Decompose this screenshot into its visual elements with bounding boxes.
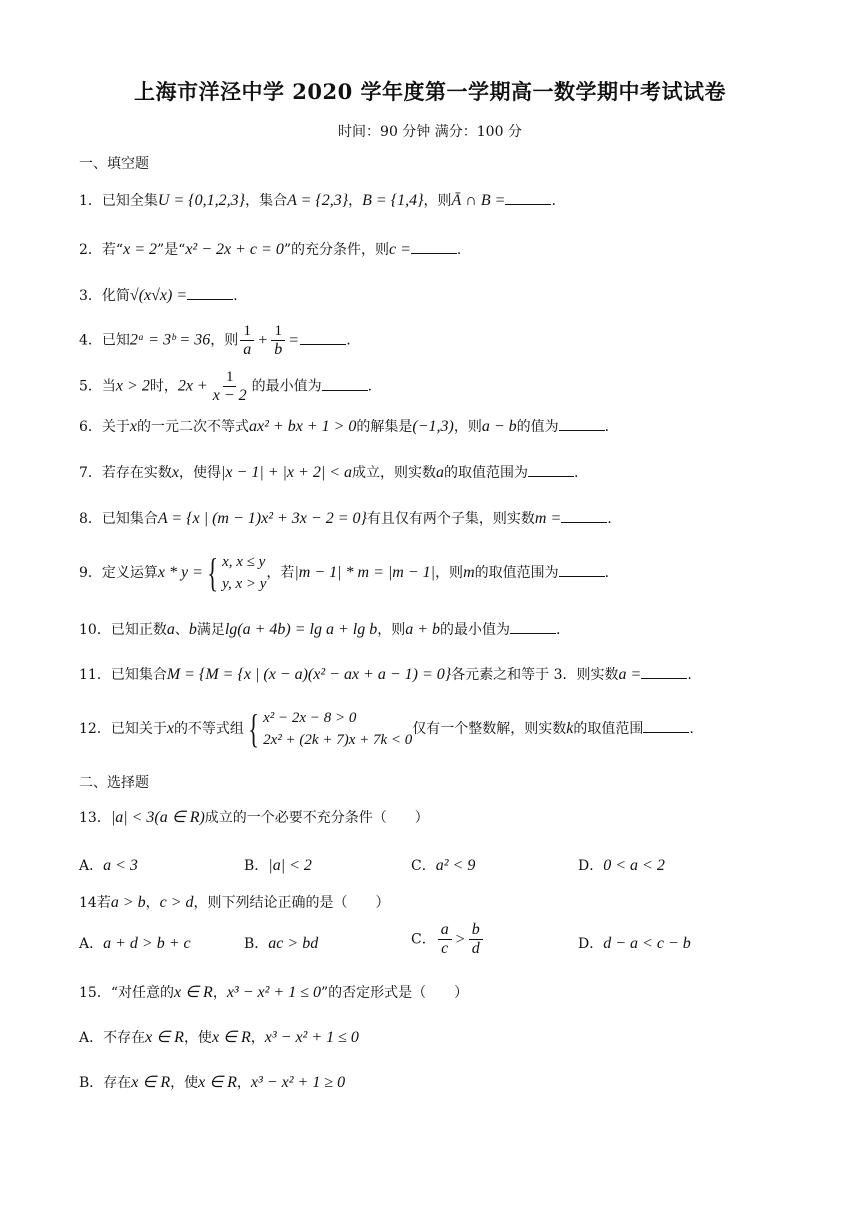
q14-option-b-label: B．	[244, 936, 269, 952]
q1-expression: Ā ∩ B =	[451, 192, 506, 209]
q14-option-b[interactable]	[244, 933, 318, 953]
question-8	[79, 508, 612, 529]
q2-variable: c =	[389, 241, 411, 258]
q15-option-a-label: A．不存在	[79, 1030, 146, 1046]
q9-var-m: m	[463, 564, 475, 581]
q6-text-2: 的一元二次不等式	[137, 419, 250, 435]
q15-option-b-label: B．存在	[79, 1075, 132, 1091]
q6-interval: (−1,3)	[412, 418, 454, 435]
q6-text: 关于	[101, 419, 130, 435]
q14-option-a-label: A．	[79, 936, 104, 952]
q12-text-2: 的不等式组	[173, 721, 244, 737]
q7-end: .	[574, 465, 579, 481]
q10-expression: a + b	[405, 621, 441, 638]
q12-answer-blank[interactable]	[643, 718, 689, 733]
question-6	[79, 416, 609, 437]
q5-fraction-den: x − 2	[212, 387, 247, 404]
q1-text: 已知全集	[101, 193, 158, 209]
q3-answer-blank[interactable]	[187, 285, 233, 300]
q14-option-d-label: D．	[578, 936, 604, 952]
section-fill-in: 一、填空题	[79, 156, 149, 172]
q6-text-3: 的解集是	[356, 419, 413, 435]
q2-condition: x = 2	[123, 241, 157, 258]
q12-end: .	[689, 721, 694, 737]
q14-c-greater: >	[455, 930, 465, 948]
q8-number: 8．	[79, 511, 102, 527]
q15-option-a[interactable]	[79, 1027, 359, 1047]
q14-c-frac-1-den: c	[441, 940, 449, 957]
q1-text-3: ，	[348, 193, 363, 209]
question-4	[79, 322, 351, 359]
q15-option-b[interactable]	[79, 1072, 345, 1092]
q6-end: .	[604, 419, 610, 435]
q9-text-2: ，若	[266, 565, 295, 581]
q14-c-frac-2-den: d	[471, 940, 480, 957]
q15-option-a-domain-2: x ∈ R	[211, 1029, 251, 1046]
q4-plus: +	[258, 331, 268, 349]
q15-text-3: ”的否定形式是（ ）	[320, 985, 469, 1001]
q13-option-c-value: a² < 9	[435, 857, 476, 874]
q9-case-1: x, x ≤ y	[222, 554, 266, 570]
q14-option-c[interactable]	[411, 921, 485, 958]
q3-number: 3．	[79, 288, 102, 304]
q14-option-c-label: C．	[411, 931, 436, 948]
q10-equation: lg(a + 4b) = lg a + lg b	[224, 621, 378, 638]
q1-set-b: B = {1,4}	[362, 192, 424, 209]
question-9	[79, 551, 609, 595]
q15-option-a-domain-1: x ∈ R	[145, 1029, 184, 1046]
q14-option-d[interactable]	[578, 933, 691, 953]
q13-option-d-label: D．	[578, 858, 604, 874]
q9-case-2: y, x > y	[222, 576, 267, 592]
q4-text: 已知	[101, 332, 130, 349]
q4-answer-blank[interactable]	[300, 330, 346, 345]
q12-case-2: 2x² + (2k + 7)x + 7k < 0	[263, 732, 413, 748]
q4-fraction-1-num: 1	[240, 322, 254, 341]
q1-end: .	[551, 193, 556, 209]
q11-set-definition: M = {M = {x | (x − a)(x² − ax + a − 1) = 0}	[166, 666, 452, 683]
q12-var-k: k	[566, 720, 574, 737]
q11-text: 已知集合	[110, 667, 167, 683]
q5-answer-blank[interactable]	[322, 376, 368, 391]
q15-option-b-text: ，使	[170, 1075, 199, 1091]
q13-option-a-value: a < 3	[103, 857, 138, 874]
q5-text: 当	[101, 378, 116, 395]
q14-option-c-frac-1	[438, 921, 452, 958]
q13-text: 成立的一个必要不充分条件（ ）	[204, 810, 429, 826]
q8-variable: m =	[534, 510, 562, 527]
q10-number: 10．	[79, 622, 111, 638]
q9-number: 9．	[79, 565, 102, 581]
q6-inequality: ax² + bx + 1 > 0	[249, 418, 357, 435]
q9-operation: x * y =	[157, 564, 203, 581]
q11-variable: a =	[618, 666, 642, 683]
q11-number: 11．	[79, 667, 111, 683]
q6-number: 6．	[79, 419, 102, 435]
q7-text-4: 的取值范围为	[444, 465, 529, 481]
question-10	[79, 619, 560, 640]
q13-option-d[interactable]	[578, 855, 665, 875]
q2-end: .	[456, 242, 462, 258]
q2-number: 2．	[79, 242, 102, 258]
q7-text-2: ，使得	[179, 465, 222, 481]
q14-text: 若	[96, 895, 111, 911]
q10-var-a: a	[166, 621, 175, 638]
q13-option-c-label: C．	[411, 858, 436, 874]
question-7	[79, 462, 578, 483]
q15-option-b-domain-1: x ∈ R	[131, 1074, 171, 1091]
q13-option-c[interactable]	[411, 855, 475, 875]
q10-var-b: b	[188, 621, 197, 638]
q15-option-a-inequality: x³ − x² + 1 ≤ 0	[264, 1029, 359, 1046]
question-3	[79, 285, 238, 306]
q14-option-c-frac-2	[469, 921, 483, 958]
q10-text-4: ，则	[377, 622, 406, 638]
question-14	[79, 893, 390, 913]
q4-number: 4．	[79, 332, 102, 349]
q9-cases	[222, 551, 266, 595]
q15-option-b-inequality: x³ − x² + 1 ≥ 0	[250, 1074, 346, 1091]
q1-answer-blank[interactable]	[505, 190, 551, 205]
q15-option-b-domain-2: x ∈ R	[198, 1074, 237, 1091]
q6-answer-blank[interactable]	[559, 416, 605, 431]
q11-text-2: 各元素之和等于 3．则实数	[451, 667, 619, 683]
q14-option-a-value: a + d > b + c	[103, 935, 191, 952]
exam-subtitle: 时间：90 分钟 满分：100 分	[338, 124, 522, 140]
q5-end: .	[367, 378, 373, 395]
question-2	[79, 239, 461, 260]
q15-text: “对任意的	[110, 985, 174, 1001]
q13-option-b[interactable]	[244, 855, 312, 875]
q12-text-4: 的取值范围	[573, 721, 644, 737]
q13-option-a[interactable]	[79, 855, 138, 875]
q14-option-a[interactable]	[79, 933, 191, 953]
q10-answer-blank[interactable]	[510, 619, 556, 634]
question-1	[79, 190, 556, 211]
q12-var-x: x	[166, 720, 174, 737]
q5-text-2: 时，	[149, 378, 178, 395]
q12-text-3: 仅有一个整数解，则实数	[412, 721, 567, 737]
q8-answer-blank[interactable]	[561, 508, 607, 523]
q10-end: .	[556, 622, 561, 638]
q12-case-1: x² − 2x − 8 > 0	[263, 710, 357, 726]
q2-equation: x² − 2x + c = 0	[185, 241, 284, 258]
q10-text: 已知正数	[110, 622, 167, 638]
q10-text-2: 、	[174, 622, 189, 638]
q7-text: 若存在实数	[101, 465, 172, 481]
q8-end: .	[607, 511, 612, 527]
q13-condition: |a| < 3(a ∈ R)	[110, 809, 205, 826]
q9-answer-blank[interactable]	[559, 562, 605, 577]
q14-c-frac-2-num: b	[469, 921, 483, 940]
q11-answer-blank[interactable]	[641, 664, 687, 679]
q14-option-d-value: d − a < c − b	[603, 935, 691, 952]
q1-set-a: A = {2,3}	[287, 192, 349, 209]
q9-text-3: ，则	[435, 565, 464, 581]
q9-left-brace: {	[207, 550, 218, 595]
q14-condition-1: a > b	[110, 894, 146, 911]
q9-text-4: 的取值范围为	[474, 565, 559, 581]
q14-condition-2: c > d	[159, 894, 194, 911]
q12-cases	[263, 707, 412, 751]
q15-text-2: ，	[212, 985, 227, 1001]
q9-condition: |m − 1| * m = |m − 1|	[294, 564, 436, 581]
q14-c-frac-1-num: a	[438, 921, 452, 940]
q14-number: 14	[79, 895, 97, 911]
q5-fraction-num: 1	[223, 368, 237, 387]
q5-text-3: 的最小值为	[251, 378, 322, 395]
q8-text: 已知集合	[101, 511, 158, 527]
q4-equals: =	[289, 331, 299, 349]
q13-option-a-label: A．	[79, 858, 104, 874]
question-5	[79, 368, 372, 405]
q7-var-a: a	[436, 464, 445, 481]
q15-number: 15．	[79, 985, 111, 1001]
question-12	[79, 707, 694, 751]
q13-number: 13．	[79, 810, 111, 826]
q4-end: .	[346, 332, 351, 349]
q10-text-5: 的最小值为	[440, 622, 511, 638]
q14-text-3: ，则下列结论正确的是（ ）	[193, 895, 390, 911]
q15-inequality: x³ − x² + 1 ≤ 0	[226, 984, 321, 1001]
q11-end: .	[687, 667, 692, 683]
q12-number: 12．	[79, 721, 111, 737]
question-15	[79, 983, 468, 1003]
q14-option-b-value: ac > bd	[268, 935, 319, 952]
q6-expression: a − b	[481, 418, 517, 435]
q13-option-b-value: |a| < 2	[268, 857, 312, 874]
q13-option-d-value: 0 < a < 2	[603, 857, 665, 874]
q7-number: 7．	[79, 465, 102, 481]
q6-text-5: 的值为	[516, 419, 559, 435]
question-11	[79, 664, 692, 685]
q1-number: 1．	[79, 193, 102, 209]
q4-equation: 2ᵃ = 3ᵇ = 36	[129, 331, 211, 349]
q2-answer-blank[interactable]	[411, 239, 457, 254]
q2-text-2: ”是“	[157, 242, 186, 258]
q4-fraction-1	[240, 322, 254, 359]
q14-text-2: ，	[145, 895, 160, 911]
q10-text-3: 满足	[196, 622, 225, 638]
exam-title: 上海市洋泾中学 2020 学年度第一学期高一数学期中考试试卷	[133, 79, 727, 104]
q13-option-b-label: B．	[244, 858, 269, 874]
q5-number: 5．	[79, 378, 102, 395]
q2-text-3: ”的充分条件，则	[283, 242, 389, 258]
q4-fraction-2-num: 1	[271, 322, 285, 341]
q9-end: .	[604, 565, 610, 581]
q6-text-4: ，则	[453, 419, 482, 435]
q7-answer-blank[interactable]	[528, 462, 574, 477]
section-multiple-choice: 二、选择题	[79, 775, 149, 791]
q1-text-4: ，则	[423, 193, 452, 209]
q1-set-u: U = {0,1,2,3}	[157, 192, 246, 209]
q8-set-definition: A = {x | (m − 1)x² + 3x − 2 = 0}	[157, 510, 367, 527]
q4-fraction-2	[271, 322, 285, 359]
q3-end: .	[233, 288, 238, 304]
q3-text: 化简	[101, 288, 130, 304]
q6-var-x: x	[129, 418, 138, 435]
q15-option-a-text: ，使	[183, 1030, 212, 1046]
q12-left-brace: {	[248, 706, 259, 751]
q4-text-2: ，则	[210, 332, 239, 349]
q15-option-a-comma: ，	[250, 1030, 265, 1046]
q15-domain: x ∈ R	[174, 984, 213, 1001]
q1-text-2: ，集合	[245, 193, 288, 209]
q12-text: 已知关于	[110, 721, 167, 737]
q8-text-2: 有且仅有两个子集，则实数	[366, 511, 535, 527]
q7-text-3: 成立，则实数	[352, 465, 437, 481]
q4-fraction-1-den: a	[243, 341, 252, 358]
q15-option-b-comma: ，	[236, 1075, 251, 1091]
q3-radical: √(x√x) =	[129, 287, 188, 304]
q9-text: 定义运算	[101, 565, 158, 581]
q5-fraction	[210, 368, 250, 405]
q7-var-x: x	[171, 464, 180, 481]
q7-inequality: |x − 1| + |x + 2| < a	[221, 464, 353, 481]
q5-expression: 2x +	[177, 377, 208, 395]
q5-condition: x > 2	[115, 377, 150, 395]
question-13	[79, 808, 429, 828]
q2-text: 若“	[101, 242, 124, 258]
q4-fraction-2-den: b	[274, 341, 283, 358]
